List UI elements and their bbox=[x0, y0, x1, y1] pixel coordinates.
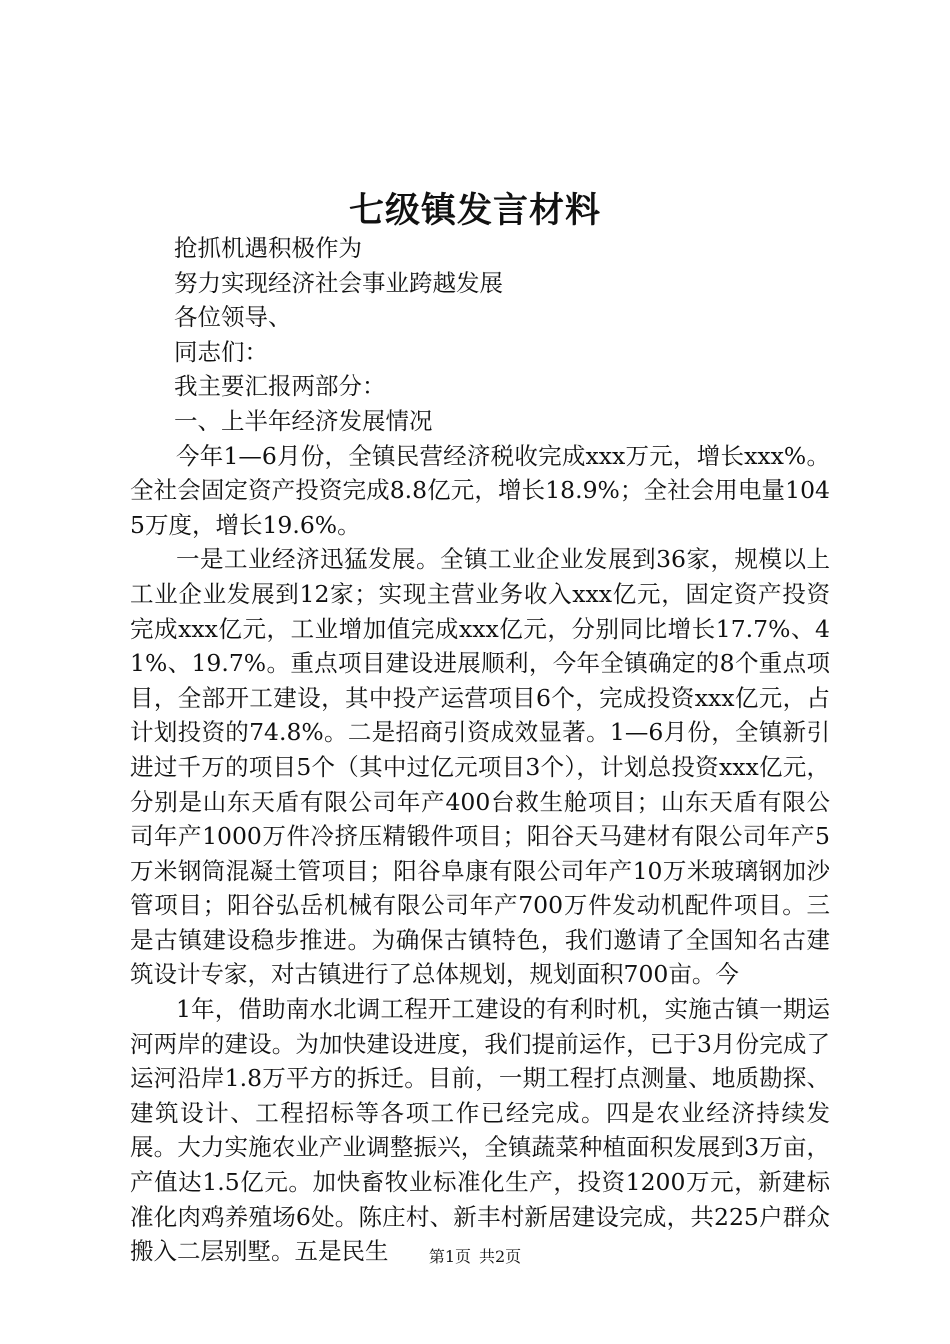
salutation-line-2: 同志们： bbox=[174, 337, 268, 366]
body-paragraph: 一是工业经济迅猛发展。全镇工业企业发展到36家，规模以上工业企业发展到12家；实现主营业务收入xxx亿元，固定资产投资完成xxx亿元，工业增加值完成xxx亿元，分别同比增长17.7%、41%、19.7%。重点项目建设进展顺利，今年全镇确定的8个重点项目，全部开工建设，其中投产运营项目6个，完成投资xxx亿元，占计划投资的74.8%。二是招商引资成效显著。1—6月份，全镇新引进过千万的项目5个（其中过亿元项目3个），计划总投资xxx亿元，分别是山东天盾有限公司年产400台救生舱项目；山东天盾有限公司年产1000万件冷挤压精锻件项目；阳谷天马建材有限公司年产5万米钢筒混凝土管项目；阳谷阜康有限公司年产10万米玻璃钢加沙管项目；阳谷弘岳机械有限公司年产700万件发动机配件项目。三是古镇建设稳步推进。为确保古镇特色，我们邀请了全国知名古建筑设计专家，对古镇进行了总体规划，规划面积700亩。今 bbox=[130, 545, 830, 989]
subtitle-line-1: 抢抓机遇积极作为 bbox=[174, 234, 362, 262]
page-number: 第1页 bbox=[428, 1247, 471, 1266]
document-body bbox=[130, 231, 830, 1269]
page-footer bbox=[0, 1246, 950, 1268]
document-title: 七级镇发言材料 bbox=[348, 190, 601, 231]
subtitle-line-2: 努力实现经济社会事业跨越发展 bbox=[174, 268, 503, 297]
page-total: 共2页 bbox=[479, 1247, 522, 1266]
intro-line: 我主要汇报两部分： bbox=[174, 372, 386, 401]
salutation-line-1: 各位领导、 bbox=[174, 303, 292, 332]
body-paragraph: 今年1—6月份，全镇民营经济税收完成xxx万元，增长xxx%。全社会固定资产投资完成8.8亿元，增长18.9%；全社会用电量1045万度，增长19.6%。 bbox=[130, 441, 830, 539]
body-paragraph: 1年，借助南水北调工程开工建设的有利时机，实施古镇一期运河两岸的建设。为加快建设进度，我们提前运作，已于3月份完成了运河沿岸1.8万平方的拆迁。目前，一期工程打点测量、地质勘探、建筑设计、工程招标等各项工作已经完成。四是农业经济持续发展。大力实施农业产业调整振兴，全镇蔬菜种植面积发展到3万亩，产值达1.5亿元。加快畜牧业标准化生产，投资1200万元，新建标准化肉鸡养殖场6处。陈庄村、新丰村新居建设完成，共225户群众搬入二层别墅。五是民生 bbox=[130, 995, 830, 1266]
section-heading: 一、上半年经济发展情况 bbox=[174, 406, 433, 435]
